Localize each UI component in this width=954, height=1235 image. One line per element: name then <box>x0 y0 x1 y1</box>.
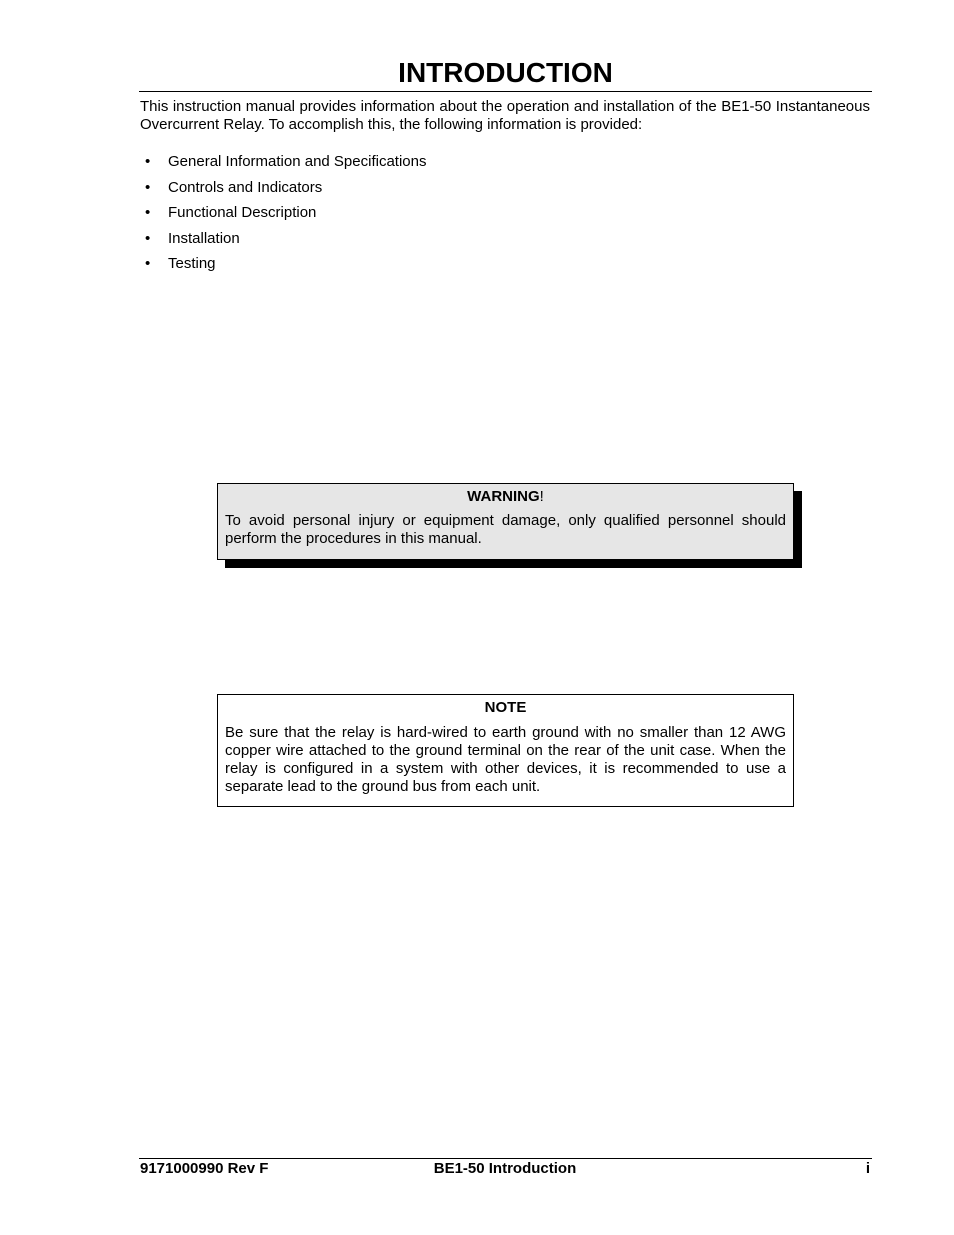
page-title: INTRODUCTION <box>398 57 613 88</box>
warning-heading <box>225 488 786 506</box>
note-box <box>217 694 794 807</box>
list-item-label: Controls and Indicators <box>168 178 323 196</box>
warning-heading-suffix: ! <box>539 488 544 505</box>
note-heading: NOTE <box>484 699 527 716</box>
bullet-icon: • <box>145 153 151 170</box>
page-footer <box>140 1160 870 1180</box>
list-item-label: Installation <box>168 229 240 247</box>
footer-divider <box>139 1158 872 1159</box>
intro-paragraph: This instruction manual provides information about the operation and installation of the BE1-50 Instantaneous Overcurrent Relay. To accomplish this, the following information is provided: <box>140 98 870 133</box>
list-item <box>140 153 740 179</box>
list-item <box>140 179 740 205</box>
bullet-icon: • <box>145 255 151 272</box>
list-item <box>140 230 740 256</box>
contents-list <box>140 153 740 281</box>
warning-box <box>217 483 794 560</box>
note-text: Be sure that the relay is hard-wired to earth ground with no smaller than 12 AWG copper wire attached to the ground terminal on the rear of the unit case. When the relay is configured in a system with other devices, it is recommended to use a separate lead to the ground bus from each unit. <box>225 724 786 795</box>
list-item-label: Functional Description <box>168 204 317 221</box>
footer-document-number: 9171000990 Rev F <box>140 1160 269 1177</box>
footer-page-number: i <box>865 1160 870 1177</box>
bullet-icon: • <box>145 178 151 196</box>
title-divider <box>139 91 872 92</box>
bullet-icon: • <box>145 229 151 247</box>
list-item-label: General Information and Specifications <box>168 153 427 170</box>
footer-section-title: BE1-50 Introduction <box>433 1160 577 1177</box>
list-item <box>140 204 740 230</box>
bullet-icon: • <box>145 204 151 221</box>
list-item-label: Testing <box>168 255 216 272</box>
list-item <box>140 255 740 281</box>
warning-text: To avoid personal injury or equipment damage, only qualified personnel should perform the procedures in this manual. <box>225 512 786 547</box>
warning-heading-text: WARNING <box>467 488 540 505</box>
